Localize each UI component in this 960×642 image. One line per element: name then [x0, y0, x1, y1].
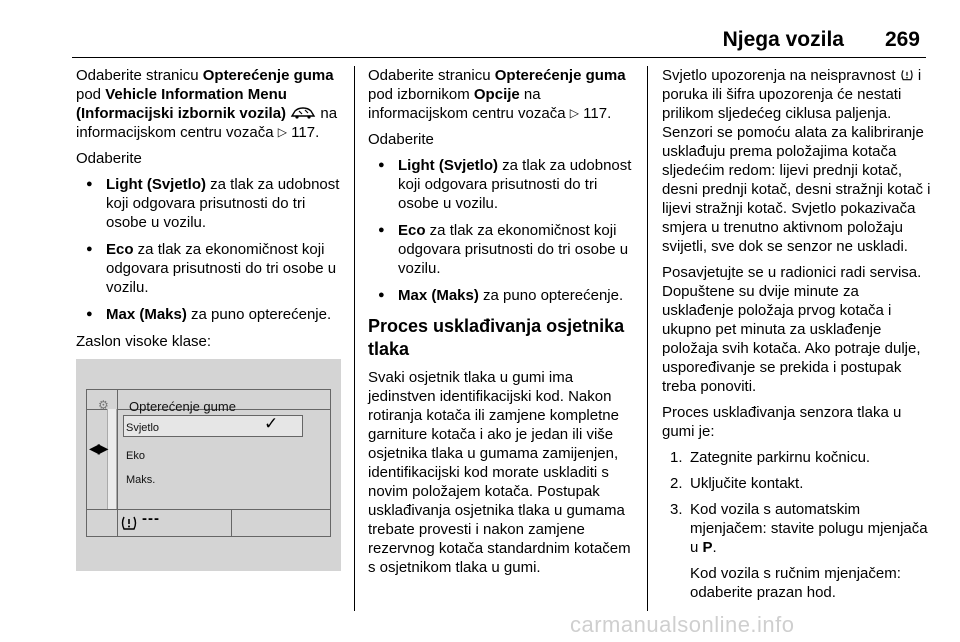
- left-right-arrows-icon: ◀▶: [89, 440, 107, 456]
- display-item-light: Svjetlo: [126, 422, 160, 434]
- page-reference[interactable]: 117.: [583, 105, 612, 122]
- column-divider: [647, 66, 648, 611]
- page-reference[interactable]: 117.: [291, 124, 320, 141]
- column-middle: [368, 66, 636, 584]
- paragraph: Odaberite: [368, 131, 434, 148]
- list-item: ● Eco za tlak za ekonomičnost koji odgovara prisutnosti do tri osobe u vozilu.: [76, 240, 344, 297]
- page-reference-arrow-icon: ▷: [277, 125, 287, 139]
- chapter-title: Njega vozila: [722, 28, 844, 51]
- display-item-eco: Eko: [126, 450, 145, 462]
- scroll-bar: [107, 409, 117, 509]
- steps-list: [662, 448, 932, 602]
- paragraph: Zaslon visoke klase:: [76, 333, 212, 350]
- tire-pressure-warning-icon: [900, 68, 914, 82]
- paragraph: Odaberite: [76, 150, 142, 167]
- checkmark-icon: ✓: [264, 414, 279, 433]
- header-rule: [72, 57, 926, 58]
- list-item: 2. Uključite kontakt.: [670, 475, 804, 492]
- list-item: ● Eco za tlak za ekonomičnost koji odgovara prisutnosti do tri osobe u vozilu.: [368, 221, 636, 278]
- list-item: 1. Zategnite parkirnu kočnicu.: [670, 449, 871, 466]
- paragraph: Svaki osjetnik tlaka u gumi ima jedinstven identifikacijski kod. Nakon rotiranja kotača ili zamjene kompletne garniture kotača i ako je jedan ili više osjetnika tlaka u gumama zamijenjen, identifikacijski kod morate uskladiti s novim položajem kotača. Postupak usklađivanja osjetnika tlaka u gumama trebate provesti i nakon zamjene rezervnog kotača standardnim kotačem s osjetnikom tlaka u gumi.: [368, 369, 631, 576]
- column-divider: [354, 66, 355, 611]
- list-item: 3. Kod vozila s automatskim mjenjačem: stavite polugu mjenjača u P. Kod vozila s ručnim mjenjačem: odaberite prazan hod.: [670, 501, 928, 601]
- list-item: ● Light (Svjetlo) za tlak za udobnost koji odgovara prisutnosti do tri osobe u vozilu.: [368, 156, 636, 213]
- paragraph: Odaberite stranicu Opterećenje guma pod izbornikom Opcije na informacijskom centru vozača ▷ 117.: [368, 67, 626, 122]
- section-heading: Proces usklađivanja osjetnika tlaka: [368, 316, 625, 359]
- car-info-icon: [290, 107, 316, 119]
- display-illustration: [76, 359, 341, 571]
- option-list: [368, 156, 636, 305]
- display-item-max: Maks.: [126, 474, 156, 486]
- paragraph: Posavjetujte se u radionici radi servisa. Dopuštene su dvije minute za usklađenje položaja prvog kotača i ukupno pet minuta za usklađenje položaja svih kotača. Ako potraje dulje, uspoređivanje se prekida i postupak treba ponoviti.: [662, 264, 922, 395]
- paragraph: Proces usklađivanja senzora tlaka u gumi je:: [662, 404, 902, 440]
- list-item: ● Max (Maks) za puno opterećenje.: [76, 305, 344, 324]
- page-reference-arrow-icon: ▷: [569, 106, 579, 120]
- watermark: carmanualsonline.info: [570, 612, 795, 637]
- display-title: Opterećenje gume: [129, 399, 236, 414]
- option-list: [76, 175, 344, 324]
- paragraph: Svjetlo upozorenja na neispravnost i poruka ili šifra upozorenja će nestati prilikom sljedećeg ciklusa paljenja. Senzori se pomoću alata za kalibriranje usklađuju prema položajima kotača sljedećim redom: lijevi prednji kotač, desni prednji kotač, desni stražnji kotač i lijevi stražnji kotač. Svjetlo pokazivača smjera u trenutno aktivnom položaju svijetli, sve dok se senzor ne uskladi.: [662, 67, 931, 255]
- column-right: [662, 66, 932, 609]
- column-left: [76, 66, 344, 571]
- tire-pressure-warning-icon: [120, 515, 138, 531]
- list-item: ● Light (Svjetlo) za tlak za udobnost koji odgovara prisutnosti do tri osobe u vozilu.: [76, 175, 344, 232]
- page-number: 269: [884, 28, 920, 51]
- paragraph: Odaberite stranicu Opterećenje guma pod Vehicle Information Menu (Informacijski izbornik vozila) na informacijskom centru vozača ▷ 117.: [76, 67, 338, 141]
- page-header: [72, 24, 926, 58]
- pressure-value: ---: [142, 510, 160, 527]
- tire-load-icon: ⚙: [98, 398, 109, 412]
- list-item: ● Max (Maks) za puno opterećenje.: [368, 286, 636, 305]
